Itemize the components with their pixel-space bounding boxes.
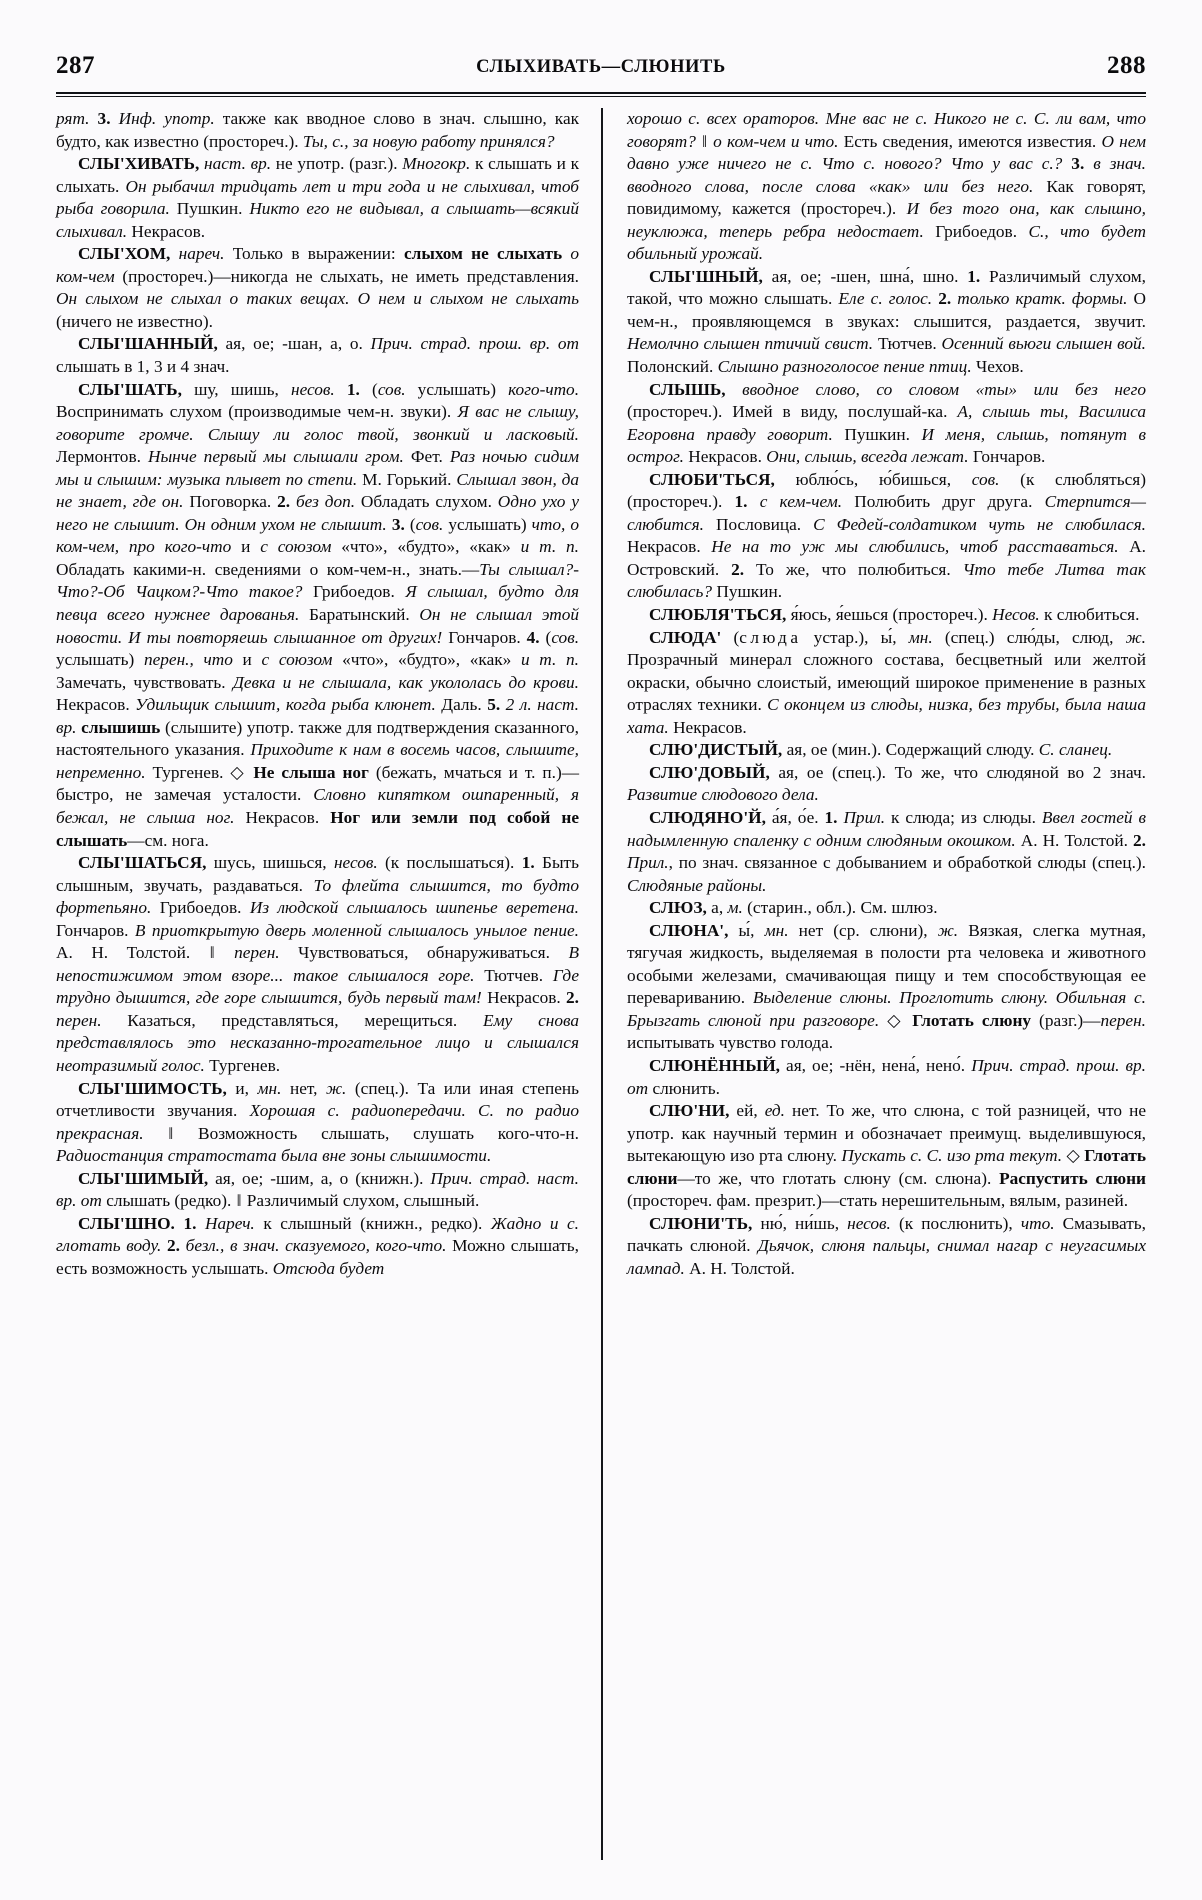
column-left <box>56 108 601 1860</box>
dictionary-entry: СЛЮНА', ы́, мн. нет (ср. слюни), ж. Вязкая, слегка мутная, тягучая жидкость, выделяемая в полости рта человека и животного особыми железами, смачивающая пищу и тем способствующая ее перевариванию. Выделение слюны. Проглотить слюну. Обильная с. Брызгать слюной при разговоре. ◇ Глотать слюну (разг.)—перен. испытывать чувство голода. <box>627 920 1147 1053</box>
dictionary-entry: СЛЮДЯНО'Й, а́я, о́е. 1. Прил. к слюда; из слюды. Ввел гостей в надымленную спаленку с одним слюдяным окошком. А. Н. Толстой. 2. Прил., по знач. связанное с добыванием и обработкой слюды (спец.). Слюдяные районы. <box>627 807 1146 895</box>
dictionary-entry: СЛЫ'ШАТЬСЯ, шусь, шишься, несов. (к послышаться). 1. Быть слышным, звучать, раздаваться. То флейта слышится, то будто фортепьяно. Грибоедов. Из людской слышалось шипенье веретена. Гончаров. В приоткрытую дверь моленной слышалось унылое пение. А. Н. Толстой. ‖ перен. Чувствоваться, обнаруживаться. В непостижимом этом взоре... такое слышалося горе. Тютчев. Где трудно дышится, где горе слышится, будь первый там! Некрасов. 2. перен. Казаться, представляться, мерещиться. Ему снова представлялось это несказанно-трогательное лицо и слышался неотразимый голос. Тургенев. <box>56 853 580 1075</box>
text-columns <box>56 108 1146 1860</box>
dictionary-entry: СЛЮЗ, а, м. (старин., обл.). См. шлюз. <box>649 898 938 918</box>
dictionary-entry: СЛЫШЬ, вводное слово, со словом «ты» или без него (простореч.). Имей в виду, послушай-ка. А, слышь ты, Василиса Егоровна правду говорит. Пушкин. И меня, слышь, потянут в острог. Некрасов. Они, слышь, всегда лежат. Гончаров. <box>627 379 1147 467</box>
page-number-left: 287 <box>56 52 95 79</box>
dictionary-entry: СЛЮНЁННЫЙ, ая, ое; -нён, нена́, нено́. Прич. страд. прош. вр. от слюнить. <box>627 1055 1146 1098</box>
carryover-paragraph: рят. 3. Инф. употр. также как вводное слово в знач. слышно, как будто, как известно (простореч.). Ты, с., за новую работу принялся? <box>56 109 580 151</box>
dictionary-entry: СЛЮБИ'ТЬСЯ, юблю́сь, ю́бишься, сов. (к слюбляться) (простореч.). 1. с кем-чем. Полюбить друг друга. Стерпится—слюбится. Пословица. С Федей-солдатиком чуть не слюбилася. Некрасов. Не на то уж мы слюбились, чтоб расставаться. А. Островский. 2. То же, что полюбиться. Что тебе Литва так слюбилась? Пушкин. <box>627 469 1147 602</box>
entry-list-right <box>627 266 1146 1281</box>
page-header <box>56 52 1146 92</box>
dictionary-entry: СЛЮ'НИ, ей, ед. нет. То же, что слюна, с той разницей, что не употр. как научный термин и обозначает преимущ. выделившуюся, вытекающую изо рта слюну. Пускать с. С. изо рта текут. ◇ Глотать слюни—то же, что глотать слюну (см. слюна). Распустить слюни (простореч. фам. презрит.)—стать нерешительным, вялым, разиней. <box>627 1101 1146 1211</box>
dictionary-entry: СЛЫ'ШИМЫЙ, ая, ое; -шим, а, о (книжн.). Прич. страд. наст. вр. от слышать (редко). ‖ Различимый слухом, слышный. <box>56 1168 580 1211</box>
dictionary-entry: СЛЫ'ШНО. 1. Нареч. к слышный (книжн., редко). Жадно и с. глотать воду. 2. безл., в знач. сказуемого, кого-что. Можно слышать, есть возможность услышать. Отсюда будет <box>56 1213 580 1278</box>
entry-list-left <box>56 153 579 1280</box>
dictionary-entry: СЛЫ'ХОМ, нареч. Только в выражении: слыхом не слыхать о ком-чем (простореч.)—никогда не слыхать, не иметь представления. Он слыхом не слыхал о таких вещах. О нем и слыхом не слыхать (ничего не известно). <box>56 244 579 331</box>
dictionary-entry: СЛЫ'ХИВАТЬ, наст. вр. не употр. (разг.). Многокр. к слышать и к слыхать. Он рыбачил тридцать лет и три года и не слыхивал, чтоб рыба говорила. Пушкин. Никто его не видывал, а слышать—всякий слыхивал. Некрасов. <box>56 154 579 241</box>
header-rule <box>56 92 1146 97</box>
dictionary-entry: СЛЮ'ДОВЫЙ, ая, ое (спец.). То же, что слюдяной во 2 знач. Развитие слюдового дела. <box>627 762 1146 805</box>
column-right <box>601 108 1146 1860</box>
dictionary-entry: СЛЫ'ШНЫЙ, ая, ое; -шен, шна́, шно. 1. Различимый слухом, такой, что можно слышать. Еле с. голос. 2. только кратк. формы. О чем-н., проявляющемся в звуках: слышится, раздается, звучит. Немолчно слышен птичий свист. Тютчев. Осенний вьюги слышен вой. Полонский. Слышно разноголосое пение птиц. Чехов. <box>627 266 1147 377</box>
page-number-right: 288 <box>1107 52 1146 79</box>
dictionary-entry: СЛЮНИ'ТЬ, ню́, ни́шь, несов. (к послюнить), что. Смазывать, пачкать слюной. Дьячок, слюня пальцы, снимал нагар с неугасимых лампад. А. Н. Толстой. <box>627 1213 1147 1278</box>
dictionary-entry: СЛЮБЛЯ'ТЬСЯ, я́юсь, я́ешься (простореч.). Несов. к слюбиться. <box>649 605 1140 625</box>
dictionary-entry: СЛЫ'ШАТЬ, шу, шишь, несов. 1. (сов. услышать) кого-что. Воспринимать слухом (производимые чем-н. звуки). Я вас не слышу, говорите громче. Слышу ли голос твой, звонкий и ласковый. Лермонтов. Нынче первый мы слышали гром. Фет. Раз ночью сидим мы и слышим: музыка плывет по степи. М. Горький. Слышал звон, да не знает, где он. Поговорка. 2. без доп. Обладать слухом. Одно ухо у него не слышит. Он одним ухом не слышит. 3. (сов. услышать) что, о ком-чем, про кого-что и с союзом «что», «будто», «как» и т. п. Обладать какими-н. сведениями о ком-чем-н., знать.—Ты слышал?-Что?-Об Чацком?-Что такое? Грибоедов. Я слышал, будто для певца всего нужнее дарованья. Баратынский. Он не слышал этой новости. И ты повторяешь слышанное от других! Гончаров. 4. (сов. услышать) перен., что и с союзом «что», «будто», «как» и т. п. Замечать, чувствовать. Девка и не слышала, как укололась до крови. Некрасов. Удильщик слышит, когда рыба клюнет. Даль. 5. 2 л. наст. вр. слышишь (слышите) употр. также для подтверждения сказанного, настоятельного указания. Приходите к нам в восемь часов, слышите, непременно. Тургенев. ◇ Не слыша ног (бежать, мчаться и т. п.)—быстро, не замечая усталости. Словно кипятком ошпаренный, я бежал, не слыша ног. Некрасов. Ног или земли под собой не слышать—см. нога. <box>56 379 580 850</box>
dictionary-entry: СЛЮ'ДИСТЫЙ, ая, ое (мин.). Содержащий слюду. С. сланец. <box>649 740 1113 760</box>
dictionary-entry: СЛЫ'ШИМОСТЬ, и, мн. нет, ж. (спец.). Та или иная степень отчетливости звучания. Хорошая с. радиопередачи. С. по радио прекрасная. ‖ Возможность слышать, слушать кого-что-н. Радиостанция стратостата была вне зоны слышимости. <box>56 1078 580 1166</box>
running-head: СЛЫХИВАТЬ—СЛЮНИТЬ <box>476 57 726 77</box>
dictionary-entry: СЛЫ'ШАННЫЙ, ая, ое; -шан, а, о. Прич. страд. прош. вр. от слышать в 1, 3 и 4 знач. <box>56 334 579 377</box>
dictionary-entry: СЛЮДА' (слюда устар.), ы́, мн. (спец.) слю́ды, слюд, ж. Прозрачный минерал сложного состава, бесцветный или желтой окраски, обычно слоистый, имеющий широкое применение в разных отраслях техники. С оконцем из слюды, низка, без трубы, была наша хата. Некрасов. <box>627 627 1146 737</box>
carryover-paragraph: хорошо с. всех ораторов. Мне вас не с. Никого не с. С. ли вам, что говорят? ‖ о ком-чем и что. Есть сведения, имеются известия. О нем давно уже ничего не с. Что с. нового? Что у вас с.? 3. в знач. вводного слова, после слова «как» или без него. Как говорят, повидимому, кажется (простореч.). И без того она, как слышно, неуклюжа, теперь ребра недостает. Грибоедов. С., что будет обильный урожай. <box>627 109 1146 264</box>
